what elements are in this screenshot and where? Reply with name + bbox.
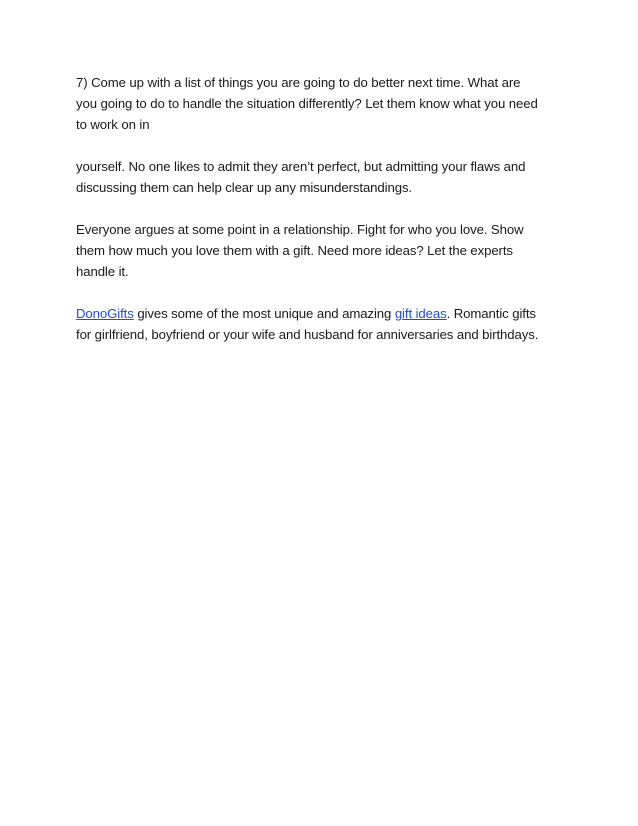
paragraph-yourself [76,156,576,198]
paragraph-line: discussing them can help clear up any misunderstandings. [76,180,413,195]
paragraph-line: 7) Come up with a list of things you are going to do better next time. What are [76,75,521,90]
paragraph-text: gives some of the most unique and amazing [133,306,395,321]
paragraph-line: handle it. [76,264,129,279]
paragraph-line: them how much you love them with a gift. Need more ideas? Let the experts [76,243,513,258]
paragraph-donogifts [76,303,576,345]
document-body [76,72,576,345]
paragraph-line: Everyone argues at some point in a relationship. Fight for who you love. Show [76,222,524,237]
gift-ideas-link[interactable]: gift ideas [394,306,447,321]
paragraph-spacer [76,135,576,156]
paragraph-spacer [76,282,576,303]
paragraph-line: for girlfriend, boyfriend or your wife and husband for anniversaries and birthdays. [76,327,539,342]
paragraph-line: you going to do to handle the situation differently? Let them know what you need [76,96,538,111]
paragraph-everyone [76,219,576,282]
paragraph-line: yourself. No one likes to admit they aren’t perfect, but admitting your flaws and [76,159,526,174]
paragraph-line: to work on in [76,117,150,132]
paragraph-text: . Romantic gifts [446,306,536,321]
paragraph-line [76,303,576,324]
paragraph-spacer [76,198,576,219]
donogifts-link[interactable]: DonoGifts [76,306,134,321]
paragraph-seven [76,72,576,135]
